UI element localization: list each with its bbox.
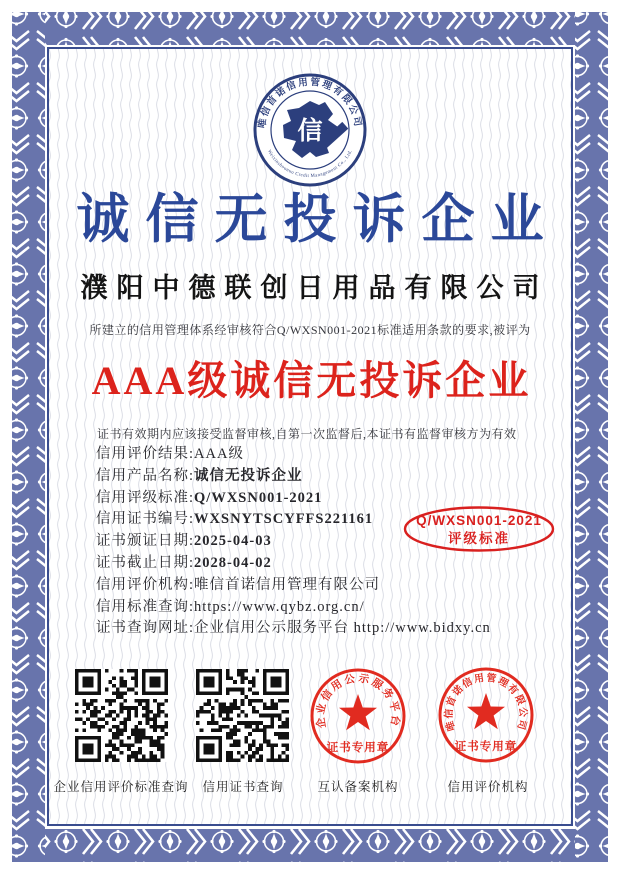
logo-arc-en: Weixinshounuo Credit Management Co., Ltd.	[266, 149, 354, 180]
border-bottom	[12, 829, 608, 862]
certificate-title: 诚信无投诉企业	[76, 191, 560, 249]
detail-row-issue-date: 证书颁证日期:2025-04-03	[96, 533, 272, 550]
badge-standard-label: 评级标准	[448, 531, 510, 546]
detail-row-agency: 信用评价机构:唯信首诺信用管理有限公司	[96, 576, 381, 593]
seal-rating-agency	[436, 665, 536, 765]
issuer-logo	[252, 72, 368, 188]
qr-label-certificate-query: 信用证书查询	[202, 780, 284, 794]
seal-right-arc-text: 唯信首诺信用管理有限公司	[443, 672, 529, 733]
badge-standard-code: Q/WXSN001-2021	[416, 513, 542, 528]
border-top	[12, 12, 608, 45]
rating-badge	[402, 506, 556, 552]
company-name: 濮阳中德联创日用品有限公司	[80, 273, 549, 303]
qr-code-standard-query	[75, 669, 168, 762]
detail-row-result: 信用评价结果:AAA级	[96, 446, 244, 462]
qr-label-standard-query: 企业信用评价标准查询	[53, 780, 189, 794]
seal-public-platform	[308, 666, 408, 766]
border-left	[12, 12, 45, 862]
qr-code-certificate-query	[196, 669, 289, 762]
detail-row-standard-query: 信用标准查询:https://www.qybz.org.cn/	[96, 598, 365, 615]
detail-row-product: 信用产品名称:诚信无投诉企业	[96, 467, 303, 484]
detail-row-expiry-date: 证书截止日期:2028-04-02	[96, 554, 272, 571]
logo-center-glyph: 信	[297, 118, 323, 145]
seal-left-inner-text: 证书专用章	[326, 742, 390, 754]
detail-row-cert-query: 证书查询网址:企业信用公示服务平台 http://www.bidxy.cn	[96, 620, 491, 637]
detail-row-standard: 信用评级标准:Q/WXSN001-2021	[96, 489, 323, 506]
star-icon	[339, 694, 377, 730]
logo-arc-zh: 唯信首诺信用管理有限公司	[257, 77, 363, 129]
award-headline: AAA级诚信无投诉企业	[91, 358, 532, 403]
validity-note: 证书有效期内应该接受监督审核,自第一次监督后,本证书有监督审核方为有效	[97, 427, 517, 441]
seal-right-label: 信用评价机构	[447, 780, 529, 794]
seal-left-label: 互认备案机构	[317, 780, 399, 794]
border-right	[575, 12, 608, 862]
seal-left-arc-text: 企业信用公示服务平台	[315, 673, 401, 729]
intro-line: 所建立的信用管理体系经审核符合Q/WXSN001-2021标准适用条款的要求,被评为	[89, 323, 531, 337]
detail-row-cert-number: 信用证书编号:WXSNYTSCYFFS221161	[96, 511, 374, 528]
star-icon	[467, 693, 505, 729]
seal-right-inner-text: 证书专用章	[454, 741, 518, 753]
